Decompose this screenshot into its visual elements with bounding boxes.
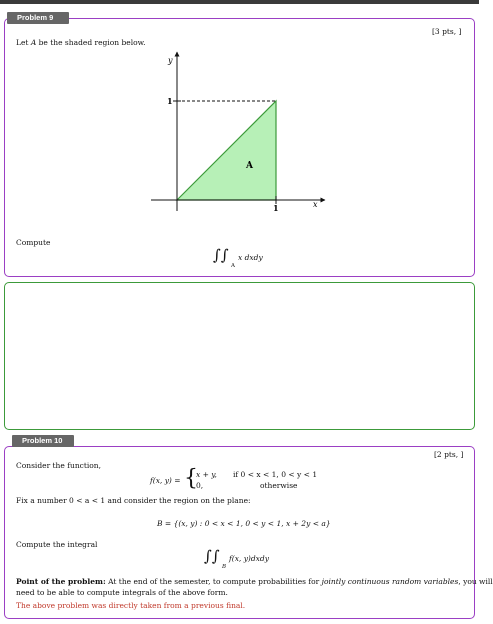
problem-9-tab: Problem 9 [7, 12, 69, 24]
double-integral-sign-10: ∫∫ [204, 547, 220, 565]
integral-subscript-10: B [222, 564, 227, 570]
answer-box[interactable] [4, 282, 475, 430]
region-graph [145, 45, 335, 215]
top-bar [0, 0, 479, 4]
case-2-cond: otherwise [260, 481, 298, 490]
problem-9-statement: Let A be the shaded region below. [16, 38, 146, 47]
consider-text: Consider the function, [16, 461, 101, 470]
case-1-cond: if 0 < x < 1, 0 < y < 1 [233, 470, 318, 479]
problem-10-points: [2 pts, ] [434, 450, 464, 459]
double-integral-sign-9: ∫∫ [213, 246, 229, 264]
problem-9-points: [3 pts, ] [432, 27, 462, 36]
previous-final-note: The above problem was directly taken from a previous final. [16, 601, 246, 610]
point-of-problem: Point of the problem: At the end of the semester, to compute probabilities for jointly continuous random variables, you will [16, 577, 493, 586]
piecewise-brace: { [184, 466, 198, 491]
case-1-expr: x + y, [196, 470, 217, 479]
point-of-problem-line2: need to be able to compute integrals of the above form. [16, 588, 228, 597]
compute-label: Compute [16, 238, 51, 247]
set-definition: B = {(x, y) : 0 < x < 1, 0 < y < 1, x + 2y < a} [157, 519, 331, 528]
case-2-expr: 0, [196, 481, 204, 490]
x-axis-label: x [313, 200, 318, 209]
y-tick-label: 1 [167, 96, 173, 106]
region-label: A [246, 161, 253, 171]
problem-10-tab: Problem 10 [12, 435, 74, 447]
x-tick-label: 1 [273, 203, 279, 213]
integral-integrand-10: f(x, y)dxdy [229, 554, 269, 563]
compute-integral-label: Compute the integral [16, 540, 98, 549]
shaded-region-a [177, 101, 276, 200]
integral-subscript-9: A [231, 263, 235, 269]
y-axis-label: y [168, 56, 173, 65]
function-lhs: f(x, y) = [150, 476, 181, 485]
fix-number-text: Fix a number 0 < a < 1 and consider the region on the plane: [16, 496, 251, 505]
integral-integrand-9: x dxdy [238, 253, 263, 262]
